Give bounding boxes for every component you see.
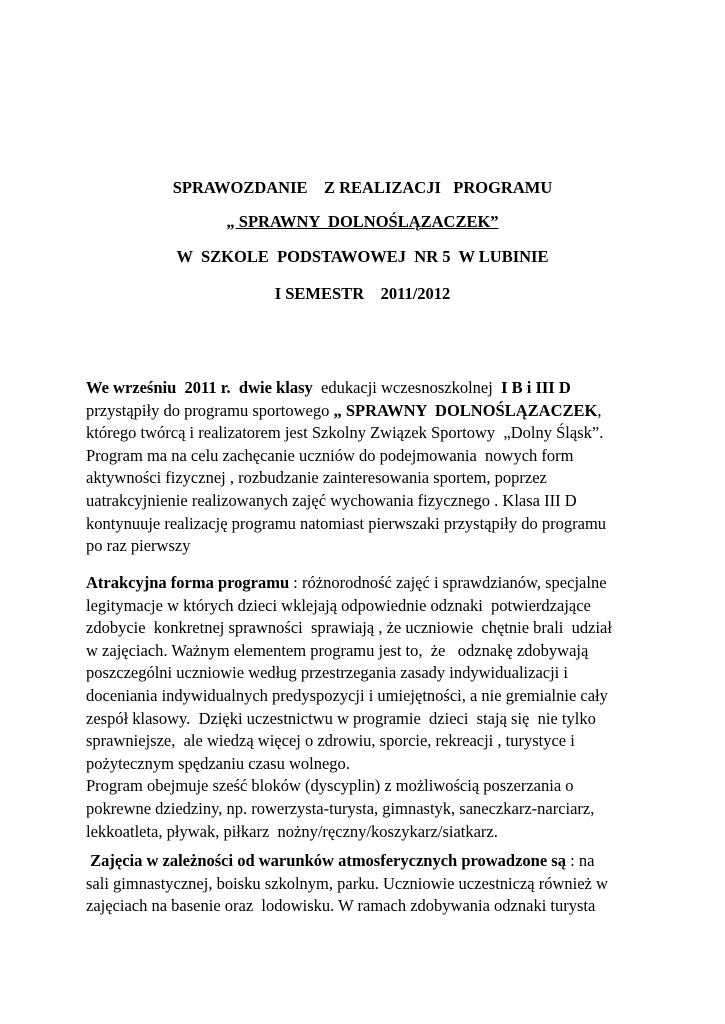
text-line: aktywności fizycznej , rozbudzanie zainteresowania sportem, poprzez — [86, 468, 547, 488]
semester-label: I SEMESTR 2011/2012 — [274, 284, 451, 303]
paragraph-activities — [86, 850, 686, 918]
text-line: kontynuuje realizację programu natomiast pierwszaki przystąpiły do programu — [86, 513, 607, 533]
text-line: przystąpiły do programu sportowego „ SPRAWNY DOLNOŚLĄZACZEK, — [86, 400, 602, 420]
text-line: sprawniejsze, ale wiedzą więcej o zdrowiu, sporcie, rekreacji , turystyce i — [86, 731, 575, 751]
text-line: pokrewne dziedziny, np. rowerzysta-turysta, gimnastyk, saneczkarz-narciarz, — [86, 798, 595, 818]
school-name: W SZKOLE PODSTAWOWEJ NR 5 W LUBINIE — [176, 247, 549, 266]
text-line: zajęciach na basenie oraz lodowisku. W ramach zdobywania odznaki turysta — [86, 896, 596, 916]
paragraph-intro — [86, 377, 686, 558]
program-name: „ SPRAWNY DOLNOŚLĄZACZEK” — [226, 212, 499, 231]
text-line: Program obejmuje sześć bloków (dyscyplin) z możliwością poszerzania o — [86, 776, 574, 796]
text-line: sali gimnastycznej, boisku szkolnym, parku. Uczniowie uczestniczą również w — [86, 873, 608, 893]
text-line: którego twórcą i realizatorem jest Szkolny Związek Sportowy „Dolny Śląsk”. — [86, 423, 604, 443]
text-line: legitymacje w których dzieci wklejają odpowiednie odznaki potwierdzające — [86, 595, 591, 615]
paragraph-program-form — [86, 572, 686, 843]
text-line: Atrakcyjna forma programu : różnorodność zajęć i sprawdzianów, specjalne — [86, 573, 607, 592]
text-line: w zajęciach. Ważnym elementem programu jest to, że odznakę zdobywają — [86, 640, 589, 660]
report-title: SPRAWOZDANIE Z REALIZACJI PROGRAMU — [172, 178, 553, 197]
text-line: zespół klasowy. Dzięki uczestnictwu w programie dzieci stają się nie tylko — [86, 708, 596, 728]
text-line: pożytecznym spędzaniu czasu wolnego. — [86, 753, 350, 773]
text-line: We wrześniu 2011 r. dwie klasy edukacji wczesnoszkolnej I B i III D — [86, 378, 571, 397]
text-line: Program ma na celu zachęcanie uczniów do podejmowania nowych form — [86, 445, 574, 465]
text-line: uatrakcyjnienie realizowanych zajęć wychowania fizycznego . Klasa III D — [86, 490, 577, 510]
text-line: Zajęcia w zależności od warunków atmosferycznych prowadzone są : na — [86, 851, 595, 870]
text-line: lekkoatleta, pływak, piłkarz nożny/ręczny/koszykarz/siatkarz. — [86, 821, 498, 841]
text-line: doceniania indywidualnych predyspozycji i umiejętności, a nie gremialnie cały — [86, 685, 608, 705]
text-line: zdobycie konkretnej sprawności sprawiają , że uczniowie chętnie brali udział — [86, 618, 612, 638]
text-line: po raz pierwszy — [86, 536, 191, 556]
text-line: poszczególni uczniowie według przestrzegania zasady indywidualizacji i — [86, 663, 568, 683]
